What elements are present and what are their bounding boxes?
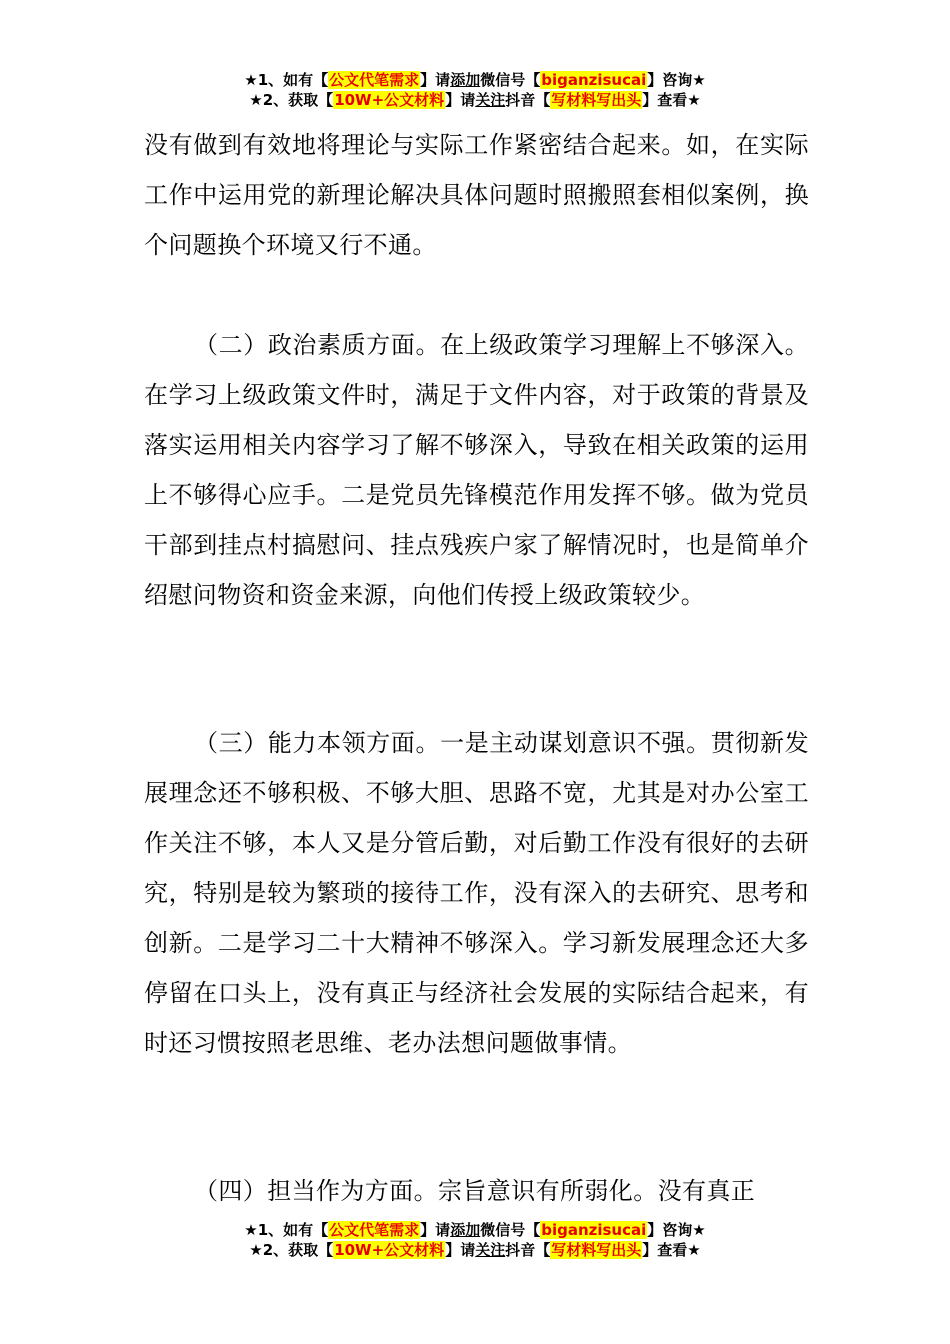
highlight-wechat-id: biganzisucai — [541, 71, 647, 89]
paragraph-continuation — [144, 120, 809, 270]
highlight-service: 公文代笔需求 — [329, 71, 420, 89]
banner-line-2: ★2、获取【10W+公文材料】请关注抖音【写材料写出头】查看★ — [249, 91, 701, 109]
banner-line-1: ★1、如有【公文代笔需求】请添加微信号【biganzisucai】咨询★ — [244, 1221, 706, 1239]
paragraph-political-quality — [144, 320, 809, 620]
paragraph-text: 没有做到有效地将理论与实际工作紧密结合起来。如，在实际工作中运用党的新理论解决具体问题时照搬照套相似案例，换个问题换个环境又行不通。 — [144, 131, 809, 259]
highlight-materials: 10W+公文材料 — [334, 91, 445, 109]
paragraph-text: （二）政治素质方面。在上级政策学习理解上不够深入。在学习上级政策文件时，满足于文件内容，对于政策的背景及落实运用相关内容学习了解不够深入，导致在相关政策的运用上不够得心应手。二是党员先锋模范作用发挥不够。做为党员干部到挂点村搞慰问、挂点残疾户家了解情况时，也是简单介绍慰问物资和资金来源，向他们传授上级政策较少。 — [144, 331, 809, 609]
banner-line-2: ★2、获取【10W+公文材料】请关注抖音【写材料写出头】查看★ — [249, 1241, 701, 1259]
highlight-douyin-account: 写材料写出头 — [551, 1241, 642, 1259]
highlight-service: 公文代笔需求 — [329, 1221, 420, 1239]
paragraph-text: （三）能力本领方面。一是主动谋划意识不强。贯彻新发展理念还不够积极、不够大胆、思路不宽，尤其是对办公室工作关注不够，本人又是分管后勤，对后勤工作没有很好的去研究，特别是较为繁琐的接待工作，没有深入的去研究、思考和创新。二是学习二十大精神不够深入。学习新发展理念还大多停留在口头上，没有真正与经济社会发展的实际结合起来，有时还习惯按照老思维、老办法想问题做事情。 — [144, 729, 809, 1057]
paragraph-text: （四）担当作为方面。宗旨意识有所弱化。没有真正 — [194, 1177, 756, 1205]
paragraph-responsibility — [144, 1166, 809, 1216]
banner-line-1: ★1、如有【公文代笔需求】请添加微信号【biganzisucai】咨询★ — [244, 71, 706, 89]
highlight-douyin-account: 写材料写出头 — [551, 91, 642, 109]
header-banner — [0, 70, 950, 110]
footer-banner — [0, 1220, 950, 1260]
highlight-wechat-id: biganzisucai — [541, 1221, 647, 1239]
paragraph-capability — [144, 718, 809, 1068]
highlight-materials: 10W+公文材料 — [334, 1241, 445, 1259]
